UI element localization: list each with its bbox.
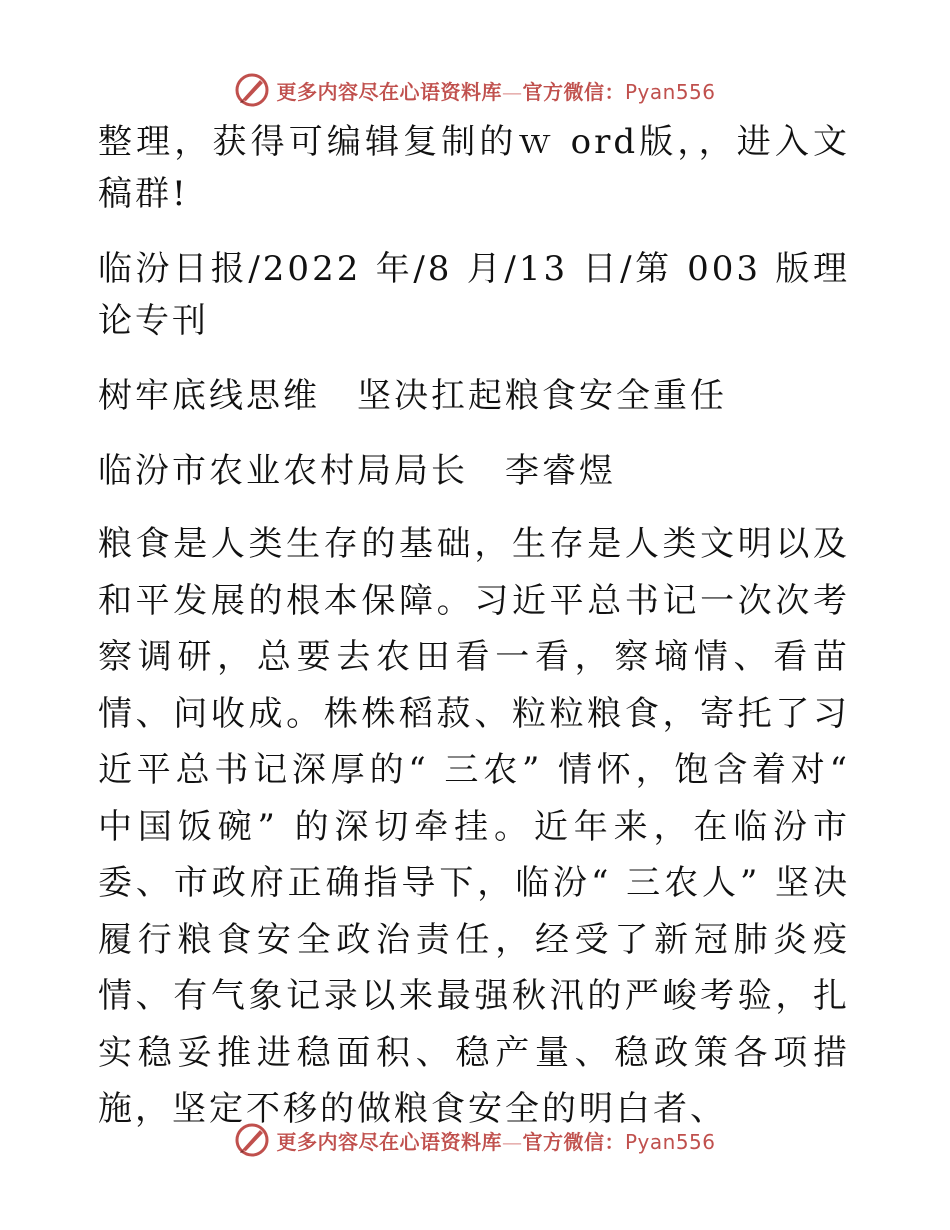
banner-wechat-label: 官方微信： xyxy=(522,1129,625,1154)
intro-paragraph: 整理，获得可编辑复制的ｗ ord版，，进入文稿群! xyxy=(98,122,850,214)
quill-pen-logo-icon xyxy=(234,1122,270,1158)
author-line: 临汾市农业农村局局长 李睿煜 xyxy=(98,451,616,491)
banner-dash: — xyxy=(501,79,523,104)
banner-dash: — xyxy=(501,1129,523,1154)
banner-wechat-label: 官方微信： xyxy=(522,79,625,104)
header-banner xyxy=(0,68,950,112)
article-title: 树牢底线思维 坚决扛起粮食安全重任 xyxy=(98,376,727,416)
document-body xyxy=(98,116,850,1161)
banner-wechat-id: Pyan556 xyxy=(624,79,716,104)
banner-wechat-id: Pyan556 xyxy=(624,1129,716,1154)
banner-title: 更多内容尽在心语资料库 xyxy=(276,79,502,104)
footer-banner xyxy=(0,1118,950,1162)
body-paragraph: 粮食是人类生存的基础，生存是人类文明以及和平发展的根本保障。习近平总书记一次次考察调研，总要去农田看一看，察墒情、看苗情、问收成。株株稻菽、粒粒粮食，寄托了习近平总书记深厚的“ 三农” 情怀，饱含着对“ 中国饭碗” 的深切牵挂。近年来，在临汾市委、市政府正确指导下，临汾“ 三农人” 坚决履行粮食安全政治责任，经受了新冠肺炎疫情、有气象记录以来最强秋汛的严峻考验，扎实稳妥推进稳面积、稳产量、稳政策各项措施，坚定不移的做粮食安全的明白者、 xyxy=(98,524,850,1129)
banner-title: 更多内容尽在心语资料库 xyxy=(276,1129,502,1154)
quill-pen-logo-icon xyxy=(234,72,270,108)
source-line: 临汾日报/2022 年/8 月/13 日/第 003 版理论专刊 xyxy=(98,249,850,341)
banner-text-group xyxy=(276,76,715,105)
banner-text-group xyxy=(276,1126,715,1155)
